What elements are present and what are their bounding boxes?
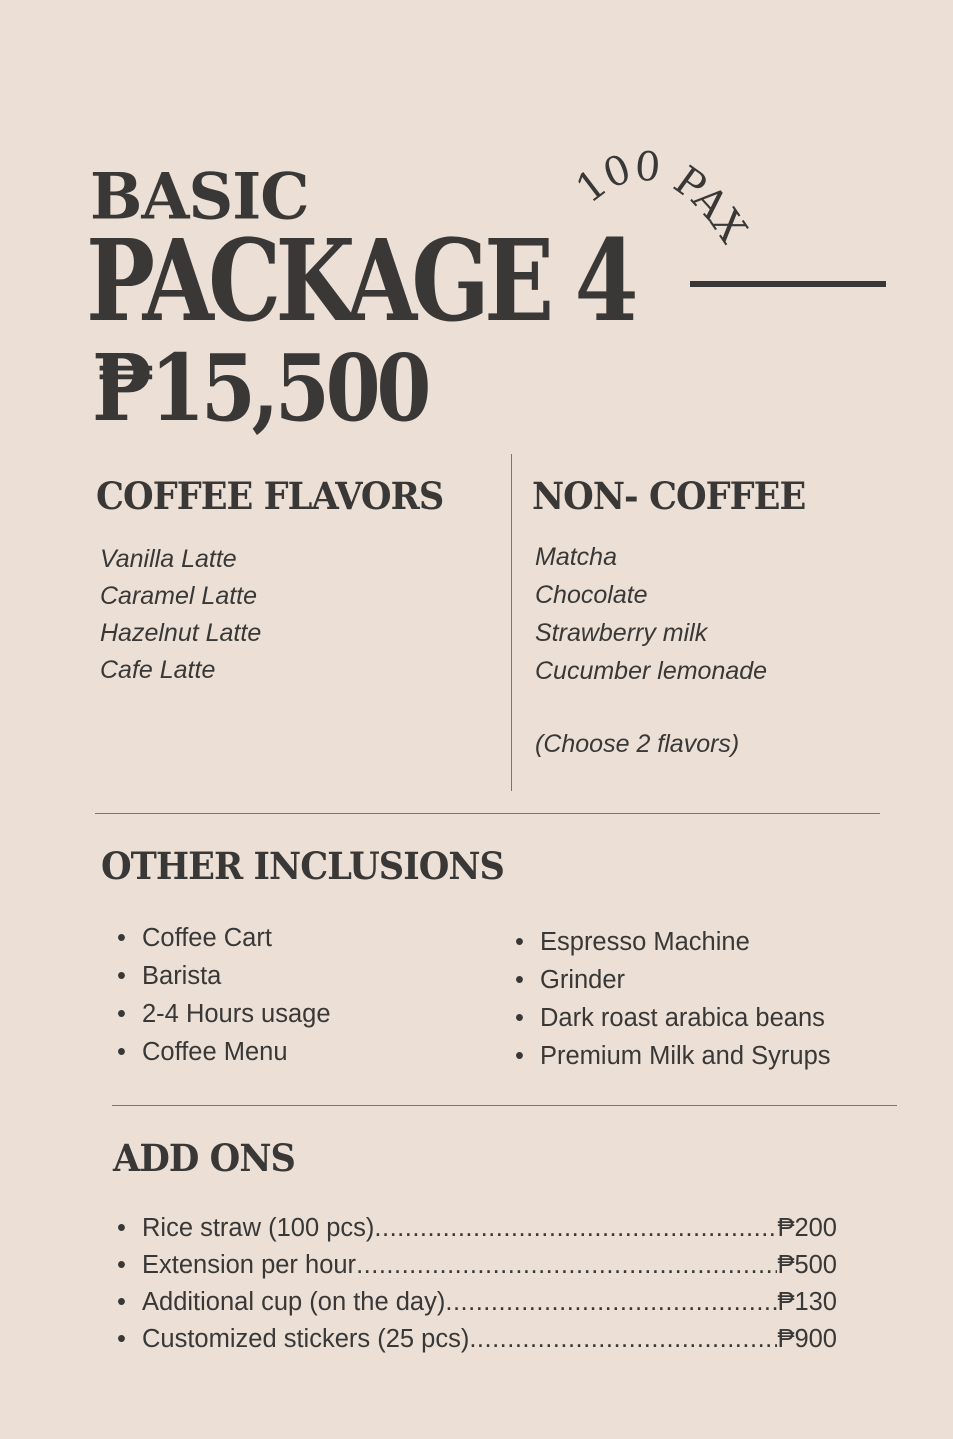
- add-on-item: [117, 1321, 837, 1358]
- pax-badge: [567, 143, 756, 270]
- dot-leader: [469, 1321, 777, 1358]
- add-on-name: • Customized stickers (25 pcs): [142, 1325, 470, 1353]
- title-rule: [690, 281, 886, 287]
- list-item: • Dark roast arabica beans: [515, 999, 831, 1037]
- add-on-name: • Additional cup (on the day): [142, 1288, 446, 1316]
- add-on-item: [117, 1284, 837, 1321]
- list-item: Cafe Latte: [100, 656, 216, 684]
- non-coffee-heading: NON- COFFEE: [532, 474, 806, 518]
- list-item: • Coffee Cart: [117, 919, 331, 957]
- list-item: Hazelnut Latte: [100, 619, 262, 647]
- list-item: Strawberry milk: [535, 619, 708, 647]
- add-on-price: ₱200: [777, 1214, 837, 1242]
- package-title: PACKAGE 4: [86, 216, 633, 347]
- package-tier-label: BASIC: [90, 159, 309, 234]
- add-on-price: ₱900: [777, 1325, 837, 1353]
- dot-leader: [445, 1284, 777, 1321]
- list-item: Vanilla Latte: [100, 545, 237, 573]
- section-divider: [95, 813, 880, 814]
- add-ons-list: [117, 1210, 837, 1358]
- coffee-flavor-list: [100, 541, 261, 689]
- list-item: Chocolate: [535, 581, 648, 609]
- choose-flavors-note: (Choose 2 flavors): [535, 730, 740, 758]
- other-inclusions-heading: OTHER INCLUSIONS: [101, 844, 504, 888]
- pax-text: 100 PAX: [567, 143, 756, 252]
- section-divider: [112, 1105, 897, 1106]
- package-price: ₱15,500: [92, 334, 428, 442]
- column-divider: [511, 454, 512, 791]
- dot-leader: [374, 1210, 777, 1247]
- add-on-name: • Extension per hour: [142, 1251, 357, 1279]
- list-item: Matcha: [535, 543, 617, 571]
- add-ons-heading: ADD ONS: [113, 1136, 295, 1180]
- list-item: • Barista: [117, 957, 331, 995]
- list-item: • Premium Milk and Syrups: [515, 1037, 831, 1075]
- inclusions-right-list: [515, 923, 831, 1075]
- add-on-name: • Rice straw (100 pcs): [142, 1214, 375, 1242]
- list-item: Cucumber lemonade: [535, 657, 768, 685]
- dot-leader: [356, 1247, 777, 1284]
- list-item: • Grinder: [515, 961, 831, 999]
- non-coffee-list: [535, 538, 767, 690]
- inclusions-left-list: [117, 919, 331, 1071]
- add-on-price: ₱500: [777, 1251, 837, 1279]
- list-item: • Coffee Menu: [117, 1033, 331, 1071]
- list-item: Caramel Latte: [100, 582, 258, 610]
- list-item: • Espresso Machine: [515, 923, 831, 961]
- add-on-price: ₱130: [777, 1288, 837, 1316]
- list-item: • 2-4 Hours usage: [117, 995, 331, 1033]
- coffee-flavors-heading: COFFEE FLAVORS: [96, 474, 444, 518]
- add-on-item: [117, 1210, 837, 1247]
- add-on-item: [117, 1247, 837, 1284]
